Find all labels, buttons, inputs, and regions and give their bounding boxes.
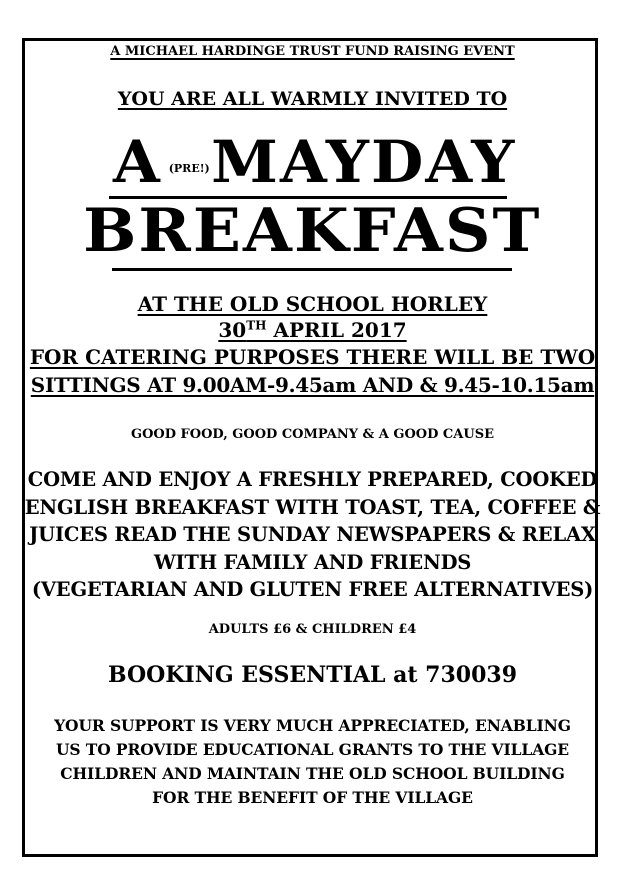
description-line: ENGLISH BREAKFAST WITH TOAST, TEA, COFFEE & <box>24 495 601 519</box>
booking-line: BOOKING ESSENTIAL at 730039 <box>107 662 518 688</box>
support-line: US TO PROVIDE EDUCATIONAL GRANTS TO THE VILLAGE <box>55 740 569 759</box>
title-breakfast: BREAKFAST <box>83 196 542 266</box>
sittings-line-2: SITTINGS AT 9.00AM-9.45am AND & 9.45-10.15am <box>30 373 595 397</box>
title-a: A <box>113 128 163 196</box>
sittings-line-1: FOR CATERING PURPOSES THERE WILL BE TWO <box>29 345 596 369</box>
support-line: YOUR SUPPORT IS VERY MUCH APPRECIATED, ENABLING <box>54 716 571 735</box>
support-line: CHILDREN AND MAINTAIN THE OLD SCHOOL BUILDING <box>60 764 565 783</box>
description-line: COME AND ENJOY A FRESHLY PREPARED, COOKED <box>27 468 598 491</box>
date-line <box>0 318 625 342</box>
description-line: JUICES READ THE SUNDAY NEWSPAPERS & RELAX <box>29 523 596 546</box>
tagline: GOOD FOOD, GOOD COMPANY & A GOOD CAUSE <box>131 427 494 442</box>
support-line: FOR THE BENEFIT OF THE VILLAGE <box>152 788 473 807</box>
title-pre: (PRE!) <box>168 162 210 175</box>
support-block <box>20 714 605 810</box>
date-month-year: APRIL 2017 <box>266 318 407 342</box>
title-line-1 <box>0 128 625 198</box>
price-line: ADULTS £6 & CHILDREN £4 <box>208 622 417 637</box>
date-suffix: TH <box>246 318 267 333</box>
invite-line: YOU ARE ALL WARMLY INVITED TO <box>117 88 508 110</box>
date-day: 30 <box>218 318 247 342</box>
event-header: A MICHAEL HARDINGE TRUST FUND RAISING EVENT <box>110 44 515 59</box>
description-block <box>20 466 605 604</box>
title-line-2 <box>0 196 625 266</box>
title-underline-2 <box>112 268 512 271</box>
venue-line: AT THE OLD SCHOOL HORLEY <box>137 292 488 316</box>
title-mayday: MAYDAY <box>211 128 517 196</box>
description-line: WITH FAMILY AND FRIENDS <box>153 550 472 574</box>
description-line: (VEGETARIAN AND GLUTEN FREE ALTERNATIVES) <box>31 578 594 601</box>
